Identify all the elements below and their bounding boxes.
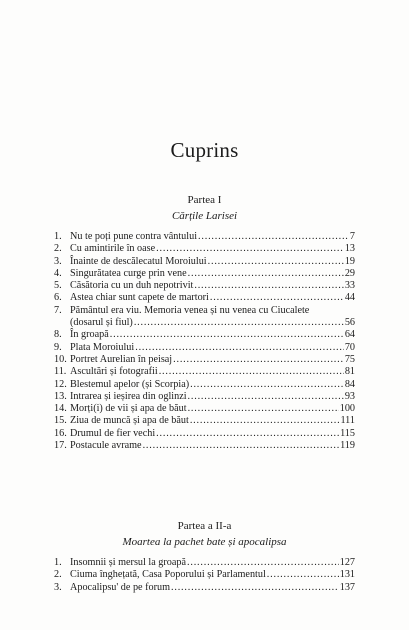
toc-entry-number: 4. xyxy=(54,267,62,279)
part-1-subtitle: Cărțile Larisei xyxy=(171,210,238,222)
toc-entry-title: Singurătatea curge prin vene xyxy=(70,267,187,279)
toc-leader-dots xyxy=(190,415,340,427)
toc-entry-number: 9. xyxy=(54,341,62,353)
toc-entry-title-continued: (dosarul și fiul) xyxy=(70,317,133,329)
toc-entry xyxy=(54,391,355,403)
toc-entry-title: Astea chiar sunt capete de martori xyxy=(70,292,209,304)
toc-entry xyxy=(54,428,355,440)
toc-entry-page: 131 xyxy=(339,569,355,581)
toc-entry xyxy=(54,329,355,341)
toc-entry-line xyxy=(54,268,355,280)
toc-entry-title: Ciuma înghețată, Casa Poporului și Parlamentul xyxy=(70,569,266,581)
toc-entry-line xyxy=(54,440,355,452)
toc-leader-dots xyxy=(171,582,339,594)
toc-leader-dots xyxy=(156,428,339,440)
toc-entry-number: 13. xyxy=(54,390,67,402)
toc-leader-dots xyxy=(187,557,339,569)
page-title: Cuprins xyxy=(170,138,239,162)
toc-entry xyxy=(54,268,355,280)
toc-entry-line xyxy=(54,557,355,569)
toc-entry-page: 137 xyxy=(339,581,355,593)
toc-entry-number: 2. xyxy=(54,569,62,581)
toc-entry-page: 81 xyxy=(344,366,355,378)
toc-entry-page: 56 xyxy=(344,317,355,329)
toc-entry-number: 16. xyxy=(54,427,67,439)
toc-entry-line xyxy=(54,366,355,378)
toc-entry-line xyxy=(54,415,355,427)
toc-entry-title: Nu te poți pune contra vântului xyxy=(70,231,198,242)
toc-entry-page: 84 xyxy=(344,378,355,390)
toc-leader-dots xyxy=(135,342,344,354)
toc-leader-dots xyxy=(188,268,344,280)
part-1-toc xyxy=(54,231,355,452)
toc-entry-title: Pământul era viu. Memoria venea și nu venea cu Ciucalete xyxy=(70,304,310,316)
toc-entry-title: Ascultări și fotografii xyxy=(70,366,158,378)
toc-entry-number: 8. xyxy=(54,329,62,341)
toc-entry-number: 3. xyxy=(54,255,62,267)
toc-entry-number: 17. xyxy=(54,440,67,452)
toc-entry-line xyxy=(54,354,355,366)
toc-leader-dots xyxy=(188,403,339,415)
toc-entry-number: 3. xyxy=(54,581,62,593)
toc-entry-line xyxy=(54,231,355,243)
toc-entry-number: 6. xyxy=(54,292,62,304)
part-2-subtitle: Moartea la pachet bate și apocalipsa xyxy=(122,536,287,548)
toc-entry-number: 15. xyxy=(54,415,67,427)
toc-entry-line xyxy=(54,428,355,440)
toc-entry-title: Plata Moroiului xyxy=(70,341,135,353)
toc-entry-line xyxy=(54,379,355,391)
toc-entry-line xyxy=(54,391,355,403)
toc-leader-dots xyxy=(173,354,344,366)
toc-entry-line xyxy=(54,342,355,354)
toc-entry xyxy=(54,305,355,330)
toc-entry-number: 1. xyxy=(54,557,62,568)
toc-leader-dots xyxy=(208,256,344,268)
toc-entry-page: 93 xyxy=(344,390,355,402)
toc-entry-page: 70 xyxy=(344,341,355,353)
toc-entry-title: Căsătoria cu un duh nepotrivit xyxy=(70,280,194,292)
toc-entry xyxy=(54,379,355,391)
toc-entry-title: Morți(i) de vii și apa de băut xyxy=(70,403,187,415)
toc-leader-dots xyxy=(143,440,340,452)
toc-entry xyxy=(54,342,355,354)
toc-entry-page: 64 xyxy=(344,329,355,341)
toc-leader-dots xyxy=(188,391,344,403)
toc-entry-line xyxy=(54,329,355,341)
toc-entry-page: 111 xyxy=(340,415,355,427)
toc-entry xyxy=(54,280,355,292)
toc-entry-title: Apocalipsu' de pe forum xyxy=(70,581,171,593)
toc-entry-number: 14. xyxy=(54,403,67,415)
toc-entry-title: Înainte de descălecatul Moroiului xyxy=(70,255,207,267)
toc-entry-page: 7 xyxy=(349,231,355,242)
toc-entry-title: În groapă xyxy=(70,329,109,341)
toc-entry-page: 19 xyxy=(344,255,355,267)
toc-entry-line xyxy=(54,403,355,415)
toc-entry-page: 13 xyxy=(344,243,355,255)
toc-entry xyxy=(54,582,355,594)
toc-entry-page: 33 xyxy=(344,280,355,292)
toc-entry-line xyxy=(54,280,355,292)
toc-entry-line xyxy=(54,243,355,255)
toc-entry xyxy=(54,231,355,243)
toc-entry-line xyxy=(54,582,355,594)
toc-entry-page: 119 xyxy=(340,440,355,452)
toc-entry xyxy=(54,440,355,452)
toc-entry-title: Ziua de muncă și apa de băut xyxy=(70,415,189,427)
toc-entry xyxy=(54,243,355,255)
toc-leader-dots xyxy=(190,379,344,391)
toc-entry-line xyxy=(54,305,355,317)
toc-entry-title: Postacule avrame xyxy=(70,440,142,452)
toc-entry-title: Cu amintirile în oase xyxy=(70,243,156,255)
toc-entry-number: 12. xyxy=(54,378,67,390)
toc-leader-dots xyxy=(267,569,339,581)
toc-entry-title: Drumul de fier vechi xyxy=(70,427,156,439)
part-2-label: Partea a II-a xyxy=(177,520,232,532)
toc-entry-page: 115 xyxy=(340,427,355,439)
toc-entry-title: Intrarea și ieșirea din oglinzi xyxy=(70,390,187,402)
toc-leader-dots xyxy=(134,317,344,329)
toc-leader-dots xyxy=(110,329,344,341)
toc-entry-title: Blestemul apelor (și Scorpia) xyxy=(70,378,190,390)
toc-leader-dots xyxy=(156,243,344,255)
toc-leader-dots xyxy=(159,366,344,378)
toc-entry-line xyxy=(54,317,355,329)
toc-entry-number: 11. xyxy=(54,366,67,378)
toc-entry-number: 10. xyxy=(54,353,67,365)
toc-entry-title: Portret Aurelian în peisaj xyxy=(70,353,173,365)
toc-entry xyxy=(54,292,355,304)
toc-entry-line xyxy=(54,256,355,268)
toc-entry-page: 44 xyxy=(344,292,355,304)
toc-entry-title: Insomnii și mersul la groapă xyxy=(70,557,187,568)
toc-entry xyxy=(54,366,355,378)
toc-entry-number: 7. xyxy=(54,304,62,316)
part-1-label: Partea I xyxy=(187,194,222,206)
toc-entry-page: 75 xyxy=(344,353,355,365)
toc-entry xyxy=(54,354,355,366)
toc-entry-line xyxy=(54,292,355,304)
toc-entry xyxy=(54,557,355,569)
toc-entry-line xyxy=(54,569,355,581)
toc-entry-page: 29 xyxy=(344,267,355,279)
toc-entry-number: 1. xyxy=(54,231,62,242)
toc-entry xyxy=(54,403,355,415)
toc-entry xyxy=(54,256,355,268)
part-2-toc xyxy=(54,557,355,594)
toc-leader-dots xyxy=(210,292,344,304)
toc-leader-dots xyxy=(198,231,349,243)
toc-entry-number: 5. xyxy=(54,280,62,292)
toc-entry xyxy=(54,415,355,427)
toc-leader-dots xyxy=(194,280,343,292)
toc-entry-number: 2. xyxy=(54,243,62,255)
toc-entry-page: 127 xyxy=(339,557,355,568)
toc-entry-page: 100 xyxy=(339,403,355,415)
toc-entry xyxy=(54,569,355,581)
